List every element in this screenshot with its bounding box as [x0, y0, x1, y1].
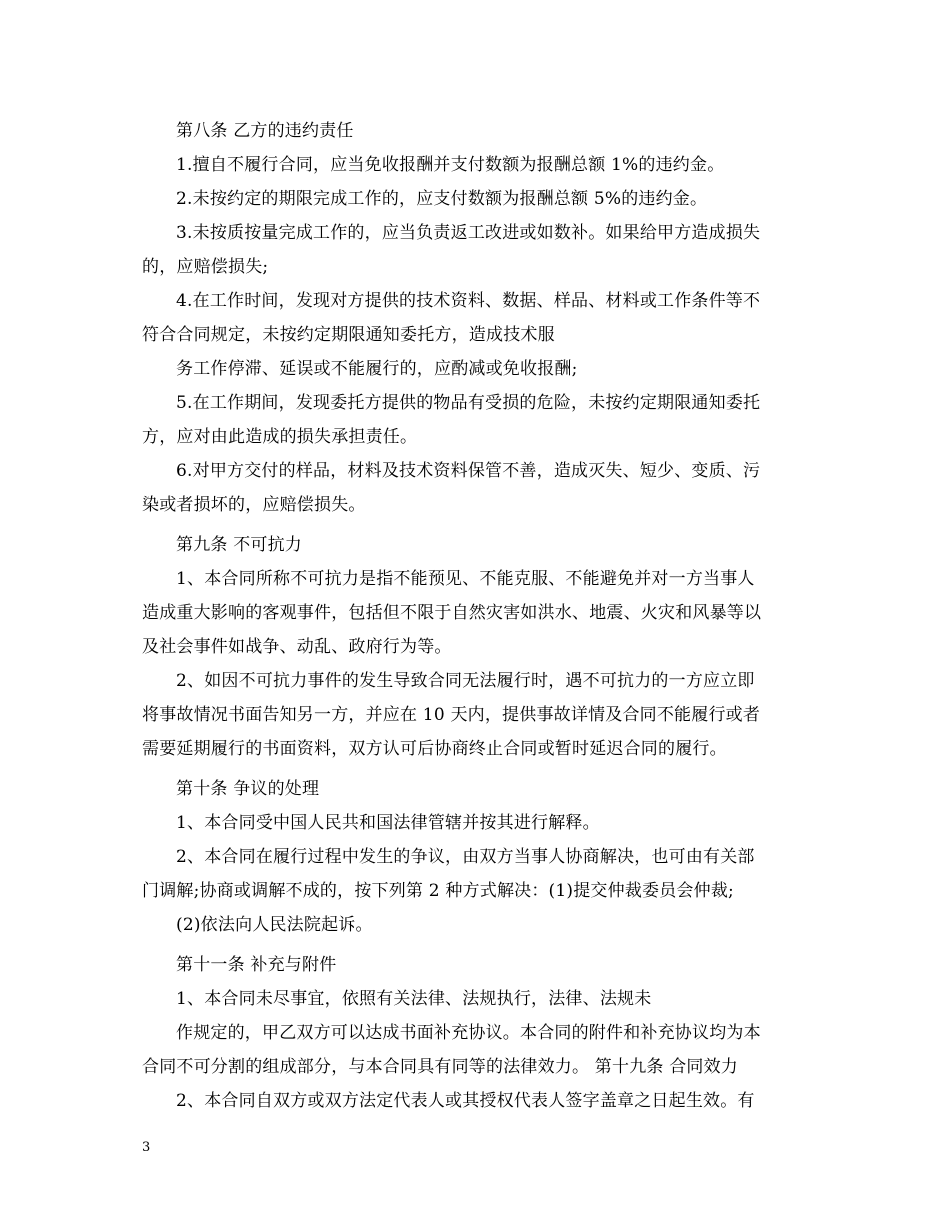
- paragraph-line: 2.未按约定的期限完成工作的，应支付数额为报酬总额 5%的违约金。: [176, 189, 708, 209]
- paragraph-line: 5.在工作期间，发现委托方提供的物品有受损的危险，未按约定期限通知委托: [176, 393, 761, 413]
- paragraph-line: 及社会事件如战争、动乱、政府行为等。: [142, 637, 452, 657]
- paragraph-line: 将事故情况书面告知另一方，并应在 10 天内，提供事故详情及合同不能履行或者: [142, 705, 761, 725]
- paragraph-line: 6.对甲方交付的样品，材料及技术资料保管不善，造成灭失、短少、变质、污: [176, 461, 761, 481]
- section-heading: 第九条 不可抗力: [176, 535, 303, 555]
- paragraph-line: 合同不可分割的组成部分，与本合同具有同等的法律效力。 第十九条 合同效力: [142, 1057, 739, 1077]
- paragraph-line: 务工作停滞、延误或不能履行的，应酌减或免收报酬;: [176, 359, 578, 379]
- paragraph-line: 3.未按质按量完成工作的，应当负责返工改进或如数补。如果给甲方造成损失: [176, 223, 761, 243]
- paragraph-line: 1、本合同所称不可抗力是指不能预见、不能克服、不能避免并对一方当事人: [176, 569, 755, 589]
- paragraph-line: 符合合同规定，未按约定期限通知委托方，造成技术服: [142, 325, 555, 345]
- paragraph-line: 门调解;协商或调解不成的，按下列第 2 种方式解决：(1)提交仲裁委员会仲裁;: [142, 881, 734, 901]
- paragraph-line: 2、本合同在履行过程中发生的争议，由双方当事人协商解决，也可由有关部: [176, 847, 755, 867]
- paragraph-line: 染或者损坏的，应赔偿损失。: [142, 495, 366, 515]
- section-heading: 第八条 乙方的违约责任: [176, 121, 354, 141]
- paragraph-line: 1、本合同未尽事宜，依照有关法律、法规执行，法律、法规未: [176, 989, 652, 1009]
- paragraph-line: 2、本合同自双方或双方法定代表人或其授权代表人签字盖章之日起生效。有: [176, 1091, 755, 1111]
- paragraph-line: 2、如因不可抗力事件的发生导致合同无法履行时，遇不可抗力的一方应立即: [176, 671, 755, 691]
- paragraph-line: 造成重大影响的客观事件，包括但不限于自然灾害如洪水、地震、火灾和风暴等以: [142, 603, 762, 623]
- paragraph-line: 1、本合同受中国人民共和国法律管辖并按其进行解释。: [176, 813, 600, 833]
- paragraph-line: 4.在工作时间，发现对方提供的技术资料、数据、样品、材料或工作条件等不: [176, 291, 761, 311]
- paragraph-line: 的，应赔偿损失;: [142, 257, 269, 277]
- page-number: 3: [142, 1140, 151, 1155]
- paragraph-line: (2)依法向人民法院起诉。: [176, 915, 373, 935]
- paragraph-line: 需要延期履行的书面资料，双方认可后协商终止合同或暂时延迟合同的履行。: [142, 739, 727, 759]
- paragraph-line: 作规定的，甲乙双方可以达成书面补充协议。本合同的附件和补充协议均为本: [176, 1023, 761, 1043]
- paragraph-line: 方，应对由此造成的损失承担责任。: [142, 427, 418, 447]
- section-heading: 第十条 争议的处理: [176, 779, 320, 799]
- section-heading: 第十一条 补充与附件: [176, 955, 337, 975]
- paragraph-line: 1.擅自不履行合同，应当免收报酬并支付数额为报酬总额 1%的违约金。: [176, 155, 725, 175]
